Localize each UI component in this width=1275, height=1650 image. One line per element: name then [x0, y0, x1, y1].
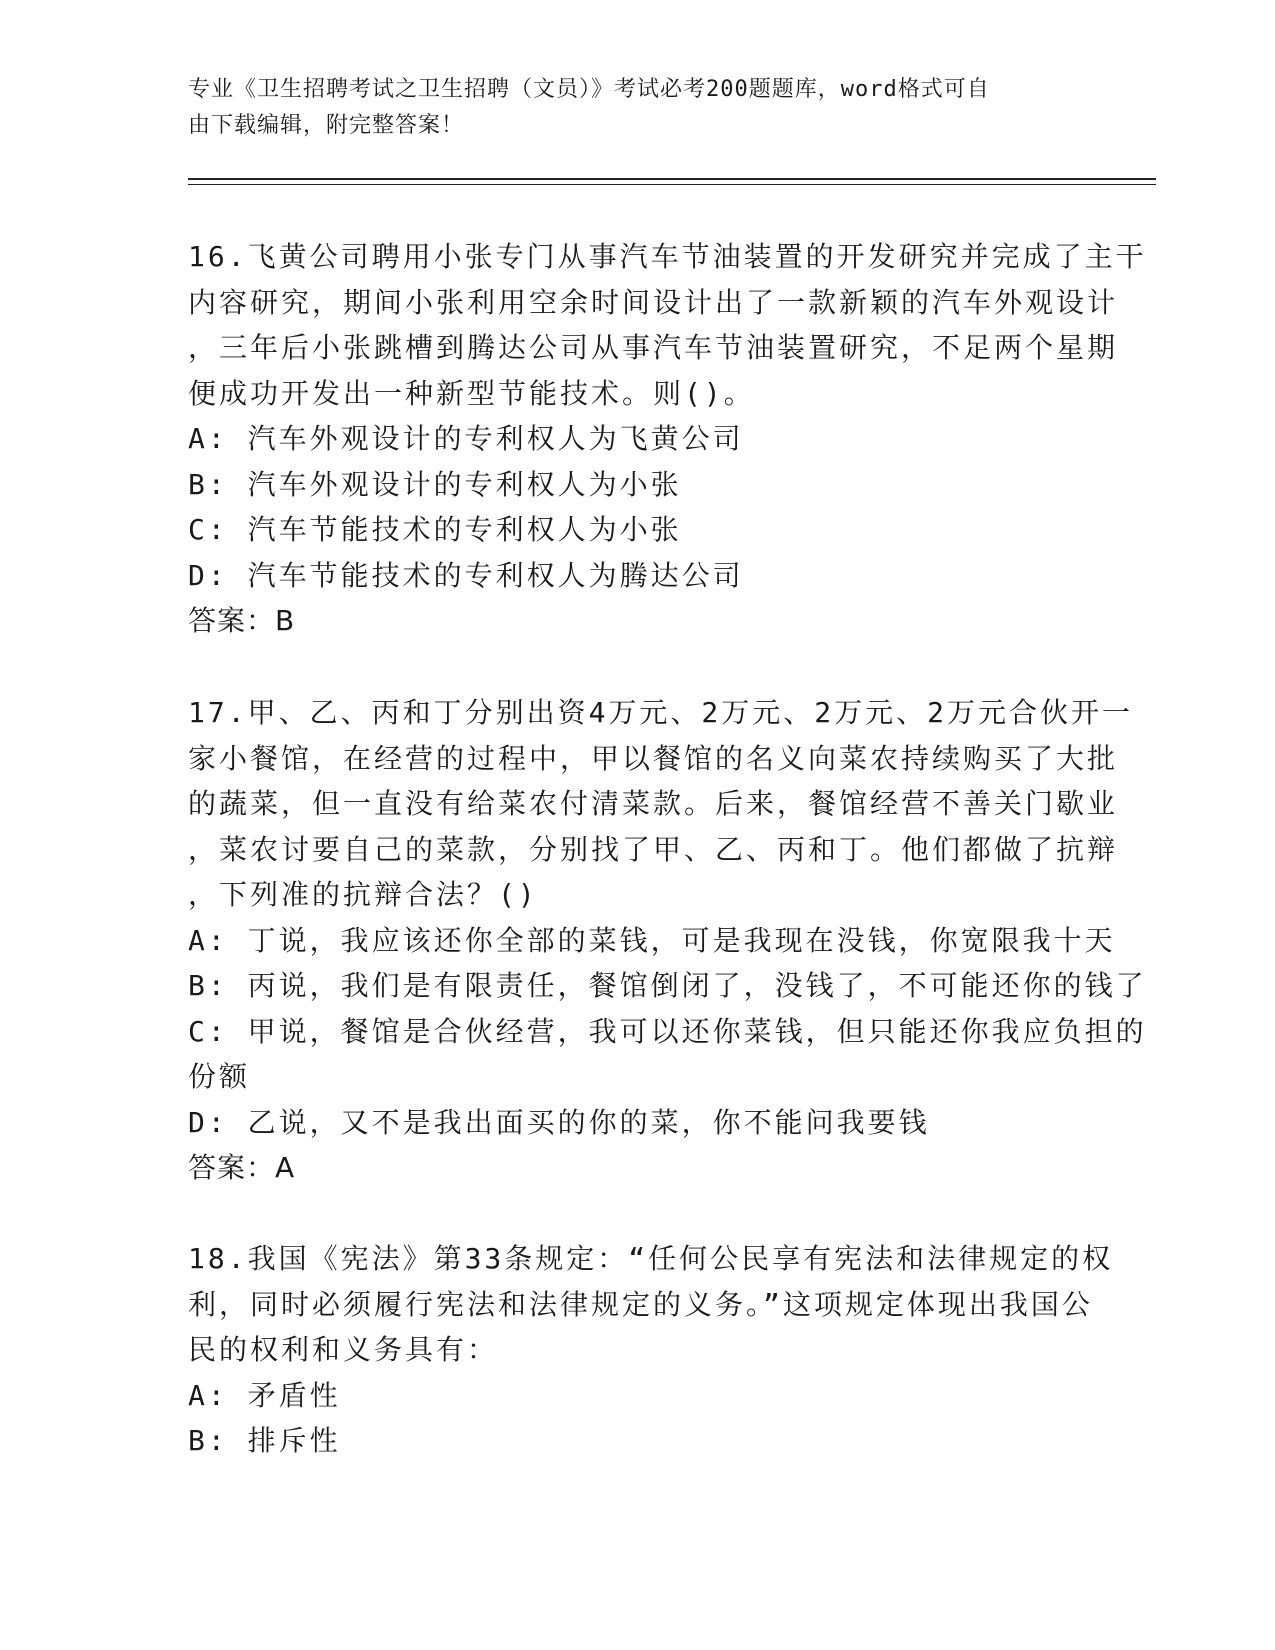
option-c: C: 甲说，餐馆是合伙经营，我可以还你菜钱，但只能还你我应负担的 [188, 1014, 1147, 1048]
header-line: 由下载编辑，附完整答案！ [188, 113, 465, 138]
question-stem-line: 内容研究，期间小张利用空余时间设计出了一款新颖的汽车外观设计 [188, 285, 1119, 319]
option-d: D: 乙说，又不是我出面买的你的菜，你不能问我要钱 [188, 1105, 930, 1139]
question-stem-line: ，下列准的抗辩合法？() [188, 878, 538, 911]
document-header [188, 72, 1068, 144]
question-stem-line: 便成功开发出一种新型节能技术。则()。 [188, 376, 755, 410]
option-b: B: 排斥性 [188, 1424, 341, 1457]
question-stem-line: 18.我国《宪法》第33条规定：“任何公民享有宪法和法律规定的权 [188, 1242, 1114, 1275]
answer-line: 答案：A [188, 1151, 296, 1184]
header-divider [188, 178, 1156, 180]
header-line: 专业《卫生招聘考试之卫生招聘（文员）》考试必考200题题库，word格式可自 [188, 77, 990, 102]
question-stem-line: ，三年后小张跳槽到腾达公司从事汽车节油装置研究，不足两个星期 [188, 331, 1119, 364]
question-17 [188, 690, 1147, 1191]
question-16 [188, 234, 1147, 644]
question-stem-line: 的蔬菜，但一直没有给菜农付清菜款。后来，餐馆经营不善关门歇业 [188, 787, 1119, 820]
option-d: D: 汽车节能技术的专利权人为腾达公司 [188, 558, 744, 592]
header-divider-thin [188, 184, 1156, 185]
question-stem-line: 民的权利和义务具有： [188, 1333, 499, 1366]
question-stem-line: 17.甲、乙、丙和丁分别出资4万元、2万元、2万元、2万元合伙开一 [188, 696, 1134, 729]
option-a: A: 丁说，我应该还你全部的菜钱，可是我现在没钱，你宽限我十天 [188, 923, 1116, 957]
question-stem-line: 利，同时必须履行宪法和法律规定的义务。”这项规定体现出我国公 [188, 1287, 1093, 1321]
option-c-continued: 份额 [188, 1060, 251, 1093]
option-b: B: 丙说，我们是有限责任，餐馆倒闭了，没钱了，不可能还你的钱了 [188, 969, 1147, 1002]
option-c: C: 汽车节能技术的专利权人为小张 [188, 513, 682, 546]
option-a: A: 矛盾性 [188, 1378, 341, 1412]
question-stem-line: ，菜农讨要自己的菜款，分别找了甲、乙、丙和丁。他们都做了抗辩 [188, 832, 1119, 866]
option-a: A: 汽车外观设计的专利权人为飞黄公司 [188, 422, 744, 455]
question-stem-line: 16.飞黄公司聘用小张专门从事汽车节油装置的开发研究并完成了主干 [188, 240, 1147, 273]
question-stem-line: 家小餐馆，在经营的过程中，甲以餐馆的名义向菜农持续购买了大批 [188, 741, 1119, 775]
option-b: B: 汽车外观设计的专利权人为小张 [188, 467, 682, 501]
answer-line: 答案：B [188, 604, 296, 637]
question-18 [188, 1236, 1114, 1464]
